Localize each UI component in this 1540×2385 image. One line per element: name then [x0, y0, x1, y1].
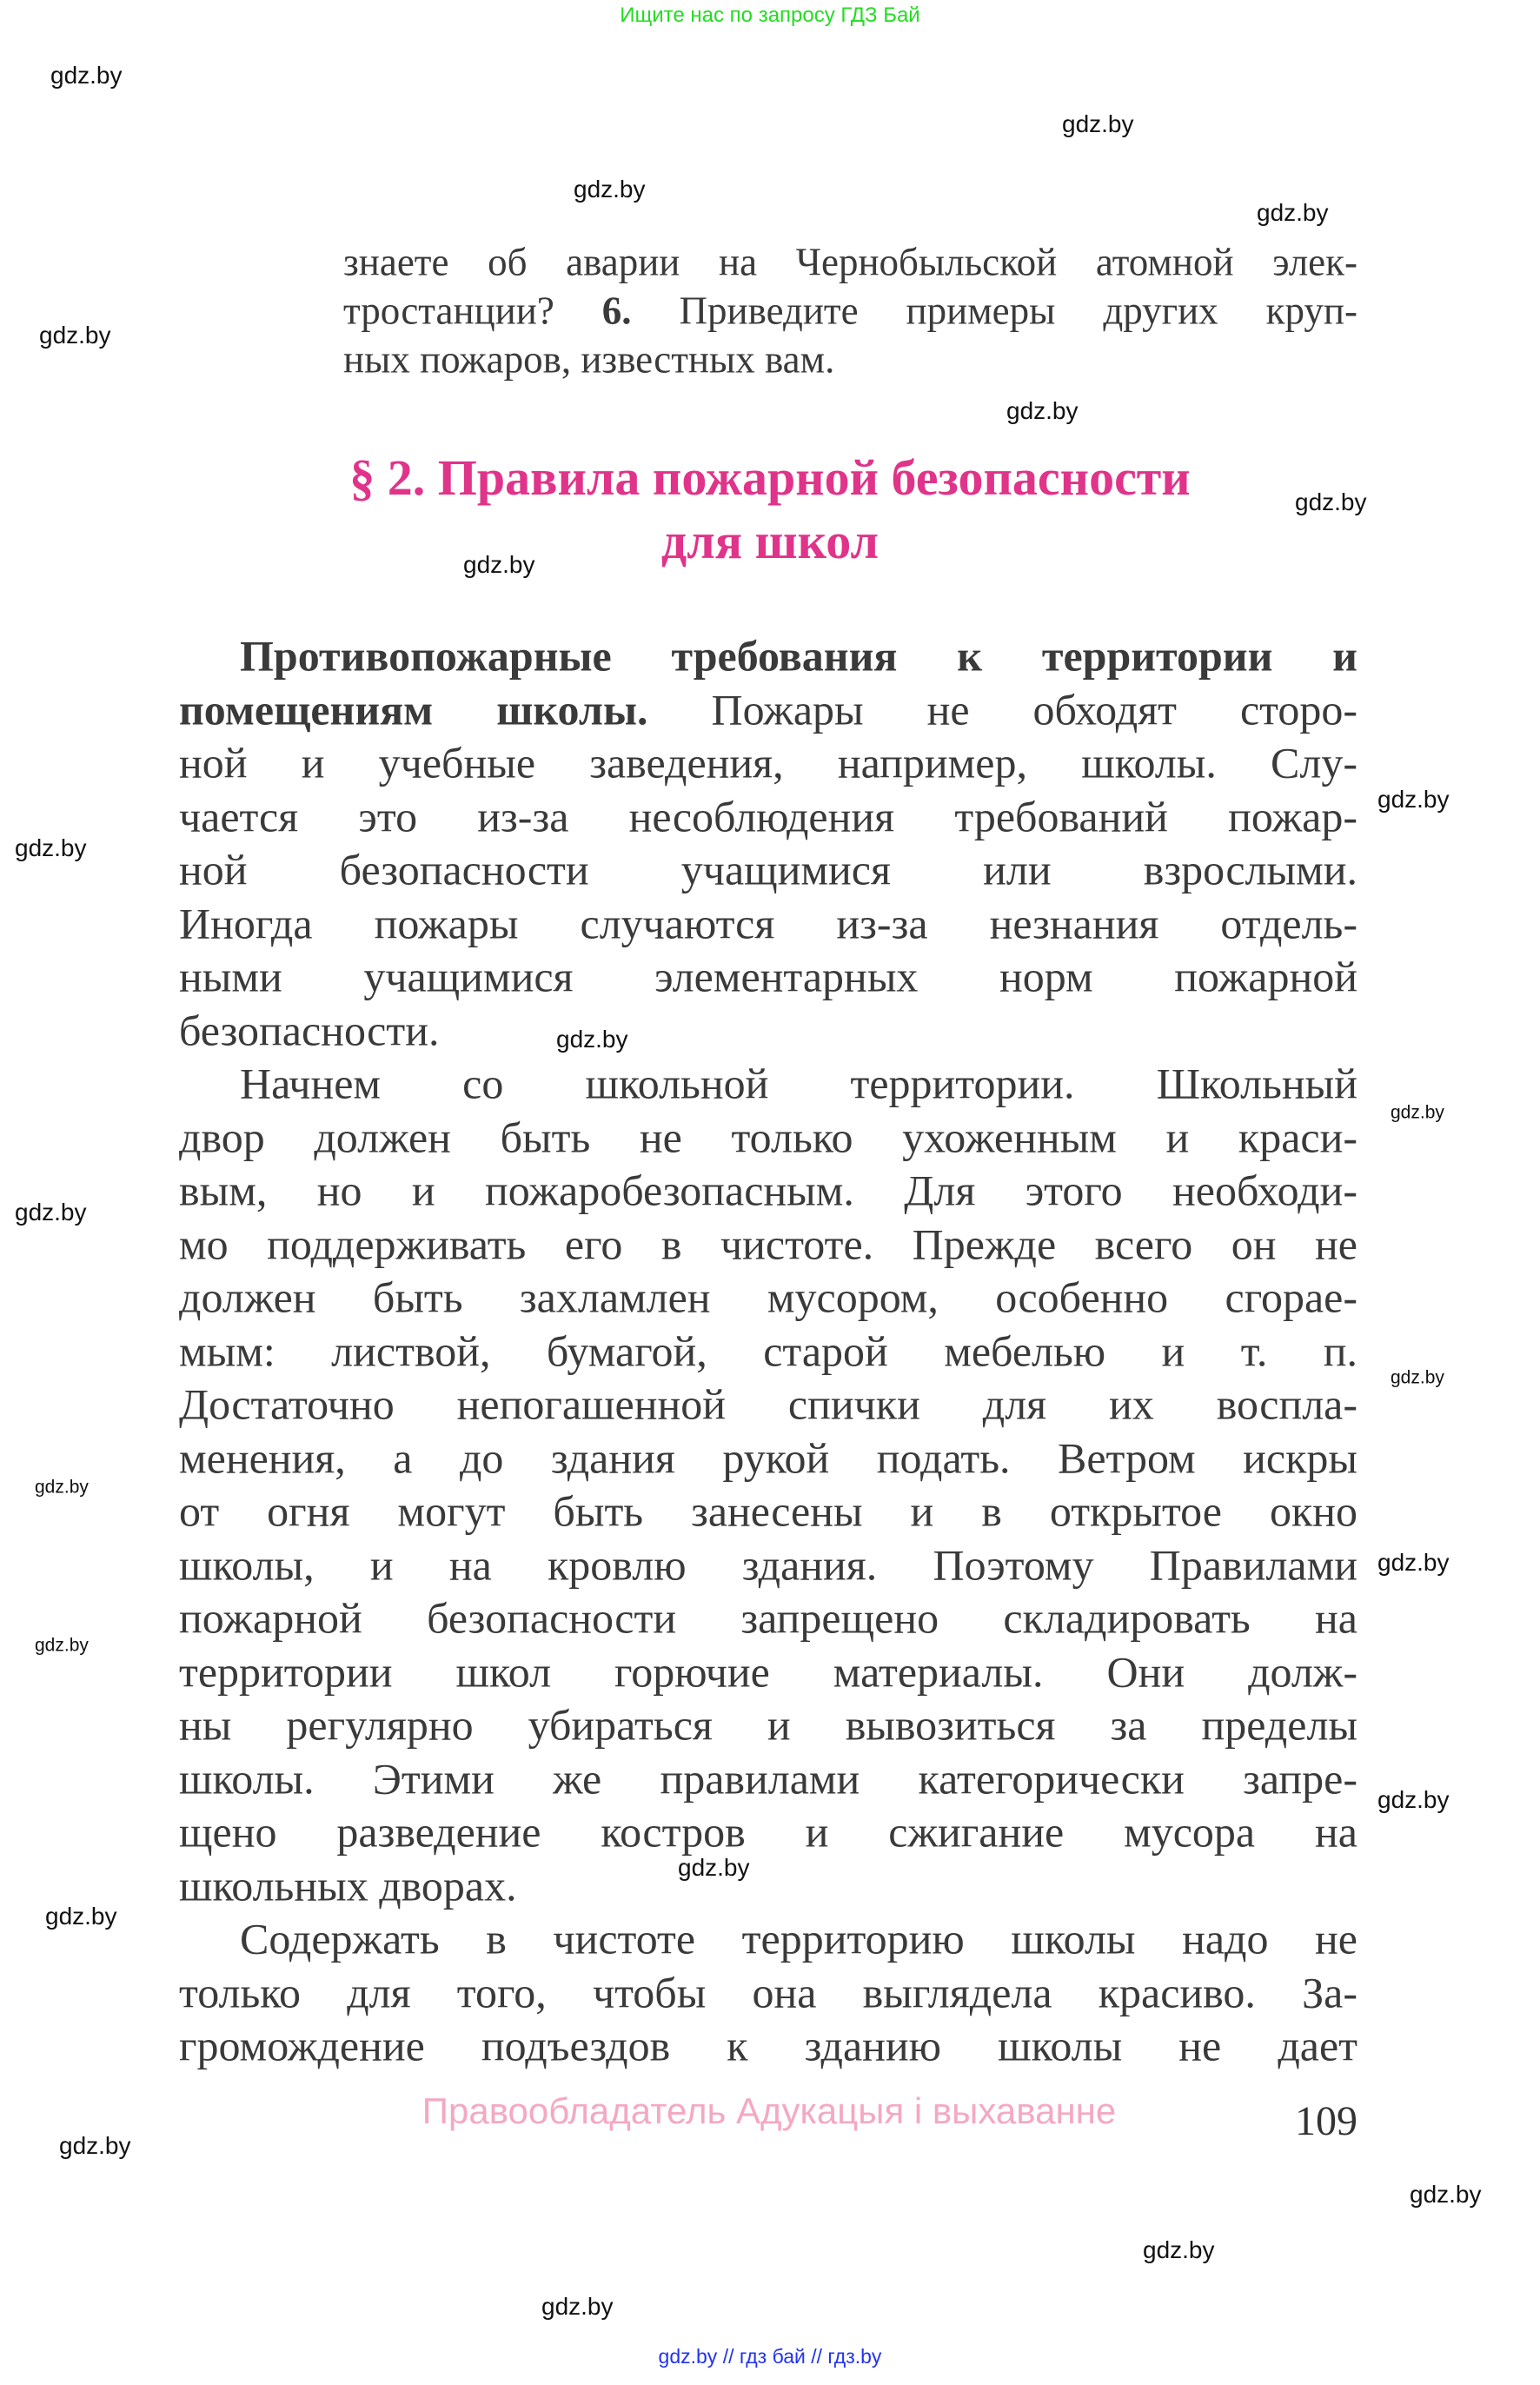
- text-span: тростанции?: [343, 289, 602, 333]
- top-search-banner[interactable]: Ищите нас по запросу ГДЗ Бай: [620, 3, 920, 27]
- watermark: gdz.by: [574, 176, 646, 203]
- text-span: ными учащимися элементарных норм пожарной: [179, 952, 1357, 1001]
- text-span: ны регулярно убираться и вывозиться за пределы: [179, 1700, 1357, 1750]
- section-heading-line2: для школ: [660, 513, 880, 570]
- text-line: [179, 740, 1357, 787]
- watermark: gdz.by: [556, 1026, 628, 1053]
- text-line: [179, 1648, 1357, 1696]
- watermark: gdz.by: [15, 1199, 87, 1226]
- watermark: gdz.by: [1295, 488, 1367, 515]
- text-line: [240, 1060, 1357, 1108]
- watermark: gdz.by: [50, 62, 123, 89]
- text-span: школы, и на кровлю здания. Поэтому Правилами: [179, 1540, 1357, 1589]
- text-span: безопасности.: [179, 1006, 440, 1054]
- text-line: [179, 1862, 1357, 1910]
- section-heading-line1: § 2. Правила пожарной безопасности: [349, 449, 1191, 507]
- watermark: gdz.by: [45, 1903, 117, 1930]
- watermark: gdz.by: [1377, 1786, 1450, 1813]
- text-line: [179, 1595, 1357, 1643]
- text-line: [179, 793, 1357, 840]
- text-span: ных пожаров, известных вам.: [343, 337, 835, 382]
- watermark: gdz.by: [541, 2293, 614, 2320]
- text-line: [179, 1434, 1357, 1482]
- watermark: gdz.by: [1143, 2236, 1215, 2263]
- watermark: gdz.by: [1377, 786, 1450, 813]
- text-span: Начнем со школьной территории. Школьный: [240, 1059, 1357, 1108]
- bottom-links-banner[interactable]: gdz.by // гдз бай // гдз.by: [658, 2345, 882, 2368]
- text-line: [179, 1167, 1357, 1215]
- text-span: территории школ горючие материалы. Они долж-: [179, 1647, 1357, 1696]
- text-span: знаете об аварии на Чернобыльской атомной элек-: [343, 240, 1357, 284]
- text-span: Иногда пожары случаются из-за незнания отдель-: [179, 899, 1357, 947]
- text-line: [179, 1702, 1357, 1750]
- text-span: только для того, чтобы она выглядела красиво. За-: [179, 1968, 1357, 2016]
- watermark: gdz.by: [15, 834, 87, 861]
- text-span: от огня могут быть занесены и в открытое окно: [179, 1486, 1357, 1536]
- text-line: [179, 1488, 1357, 1536]
- watermark: gdz.by: [678, 1854, 750, 1881]
- text-span: мым: листвой, бумагой, старой мебелью и т. п.: [179, 1326, 1357, 1375]
- text-line: [179, 2023, 1357, 2070]
- watermark: gdz.by: [1377, 1549, 1450, 1576]
- text-line: [179, 847, 1357, 894]
- text-span: школьных дворах.: [179, 1861, 517, 1910]
- watermark: gdz.by: [35, 1477, 89, 1498]
- text-span: ной и учебные заведения, например, школы. Слу-: [179, 738, 1357, 787]
- text-span: Содержать в чистоте территорию школы надо не: [240, 1914, 1357, 1963]
- watermark: gdz.by: [59, 2132, 131, 2159]
- text-line: [179, 1006, 1357, 1054]
- page-number: 109: [1295, 2098, 1357, 2144]
- text-span: вым, но и пожаробезопасным. Для этого необходи-: [179, 1166, 1357, 1215]
- text-line: [179, 953, 1357, 1001]
- text-span: двор должен быть не только ухоженным и краси-: [179, 1113, 1357, 1161]
- watermark: gdz.by: [1391, 1367, 1444, 1388]
- text-span: пожарной безопасности запрещено складировать на: [179, 1593, 1357, 1643]
- text-line: [240, 633, 1357, 681]
- text-span: мо поддерживать его в чистоте. Прежде всего он не: [179, 1219, 1357, 1268]
- watermark: gdz.by: [1391, 1102, 1444, 1123]
- watermark: gdz.by: [1062, 110, 1134, 137]
- text-line: [343, 289, 1357, 333]
- text-line: [179, 900, 1357, 947]
- watermark: gdz.by: [1257, 199, 1329, 226]
- copyright-footer: Правообладатель Адукацыя і выхаванне: [422, 2090, 1117, 2131]
- bold-text: помещениям школы.: [179, 685, 648, 734]
- text-span: Достаточно непогашенной спички для их воспла-: [179, 1379, 1357, 1429]
- text-span: школы. Этими же правилами категорически запре-: [179, 1754, 1357, 1803]
- watermark: gdz.by: [1006, 397, 1079, 424]
- text-span: Приведите примеры других круп-: [631, 289, 1357, 333]
- text-line: [179, 1969, 1357, 2016]
- bold-text: 6.: [601, 289, 632, 333]
- text-line: [343, 338, 1357, 382]
- text-line: [179, 1809, 1357, 1857]
- text-span: менения, а до здания рукой подать. Ветром искры: [179, 1433, 1357, 1482]
- bold-text: Противопожарные требования к территории и: [240, 631, 1357, 681]
- watermark: gdz.by: [35, 1635, 89, 1656]
- text-line: [179, 1113, 1357, 1161]
- text-line: [179, 1541, 1357, 1589]
- text-span: Пожары не обходят сторо-: [647, 685, 1357, 734]
- watermark: gdz.by: [39, 322, 111, 349]
- text-span: громождение подъездов к зданию школы не дает: [179, 2021, 1357, 2070]
- text-line: [179, 686, 1357, 734]
- watermark: gdz.by: [463, 551, 535, 578]
- text-line: [179, 1274, 1357, 1322]
- text-line: [179, 1381, 1357, 1429]
- text-line: [179, 1327, 1357, 1375]
- text-span: чается это из-за несоблюдения требований пожар-: [179, 792, 1357, 840]
- text-span: ной безопасности учащимися или взрослыми.: [179, 845, 1357, 894]
- watermark: gdz.by: [1410, 2181, 1482, 2208]
- text-line: [179, 1220, 1357, 1268]
- text-line: [343, 241, 1357, 284]
- text-line: [179, 1755, 1357, 1803]
- text-line: [240, 1916, 1357, 1963]
- text-span: щено разведение костров и сжигание мусора на: [179, 1807, 1357, 1857]
- text-span: должен быть захламлен мусором, особенно сгорае-: [179, 1272, 1357, 1322]
